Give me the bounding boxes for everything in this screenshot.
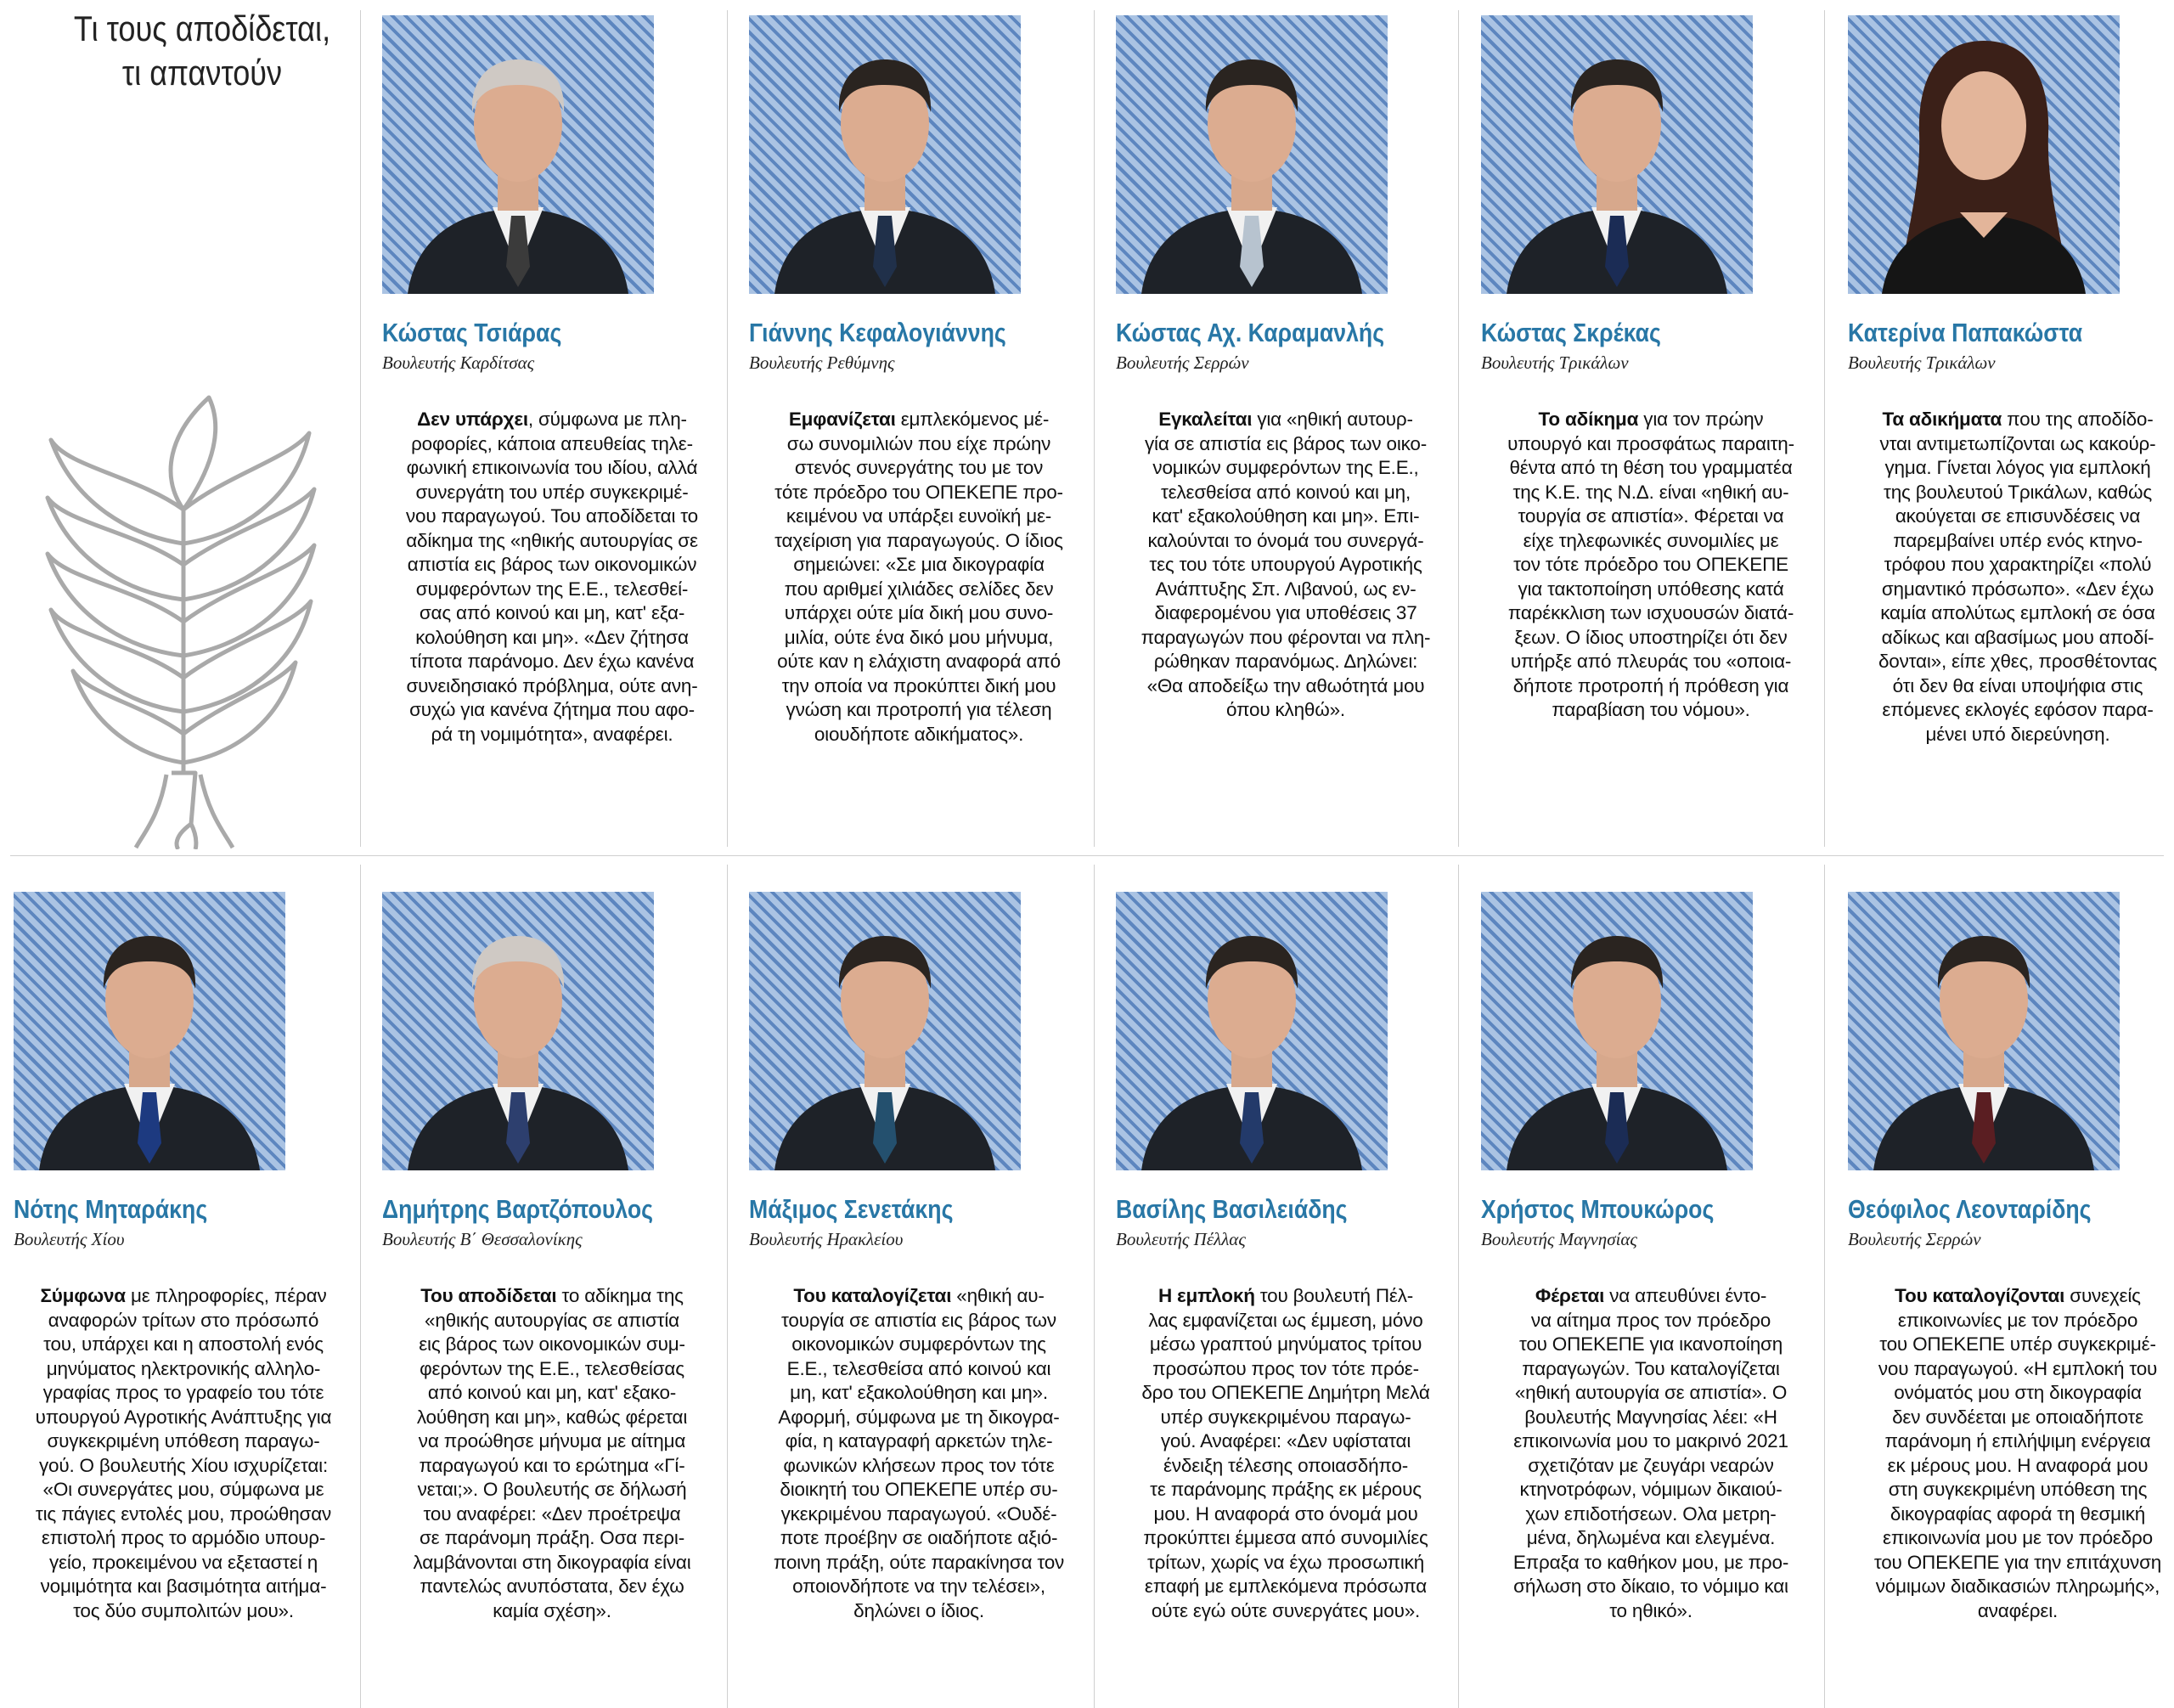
profile-role: Βουλευτής Τρικάλων (1481, 352, 1629, 373)
profile-name: Κώστας Αχ. Καραμανλής (1116, 318, 1385, 347)
person-silhouette (749, 15, 1021, 294)
profile-lead: Σύμφωνα (40, 1285, 126, 1306)
portrait-photo (14, 892, 285, 1170)
profile-name: Κατερίνα Παπακώστα (1848, 318, 2083, 347)
profile-text (382, 1284, 722, 1623)
profile-text (1848, 1284, 2174, 1623)
profile-role: Βουλευτής Ρεθύμνης (749, 352, 895, 373)
portrait-photo (382, 15, 654, 294)
column-divider (727, 865, 728, 1708)
portrait-photo (1481, 15, 1753, 294)
profile-text (1848, 408, 2174, 747)
profile-body: για «ηθική αυτουρ- γία σε απιστία εις βάρος των οικο- νομικών συμφερόντων της Ε.Ε., τελεσθείσα από κοινού και μη, κατ' εξακολούθηση και μη». Επι- καλούνται το όνομά του συνεργά- τες του τότε υπουργού Αγροτικής Ανάπτυξης Σπ. Λιβανού, ως εν- διαφερομένου για υποθέσεις 37 παραγωγών που φέρονται να πλη- ρώθηκαν παρανόμως. Δηλώνει: «Θα αποδείξω την αθωότητά μου όπου κληθώ». (1141, 409, 1431, 720)
profile-text (749, 1284, 1089, 1623)
profile-card (382, 15, 722, 747)
profile-role: Βουλευτής Σερρών (1116, 352, 1249, 373)
person-silhouette (14, 892, 285, 1170)
profile-name: Βασίλης Βασιλειάδης (1116, 1194, 1348, 1224)
profile-body: , σύμφωνα με πλη- ροφορίες, κάποια απευθείας τηλε- φωνική επικοινωνία του ιδίου, αλλά συνεργάτη του υπέρ συγκεκριμέ- νου παραγωγού. Του αποδίδεται το αδίκημα της «ηθικής αυτουργίας σε απιστία εις βάρος των οικονομικών συμφερόντων της Ε.Ε., τελεσθεί- σας από κοινού και μη, κατ' εξα- κολούθηση και μη». «Δεν ζήτησα τίποτα παράνομο. Δεν έχω κανένα συνειδησιακό πρόβλημα, ούτε ανη- συχώ για κανένα ζήτημα που αφο- ρά τη νομιμότητα», αναφέρει. (406, 409, 698, 745)
profile-name: Κώστας Τσιάρας (382, 318, 562, 347)
person-silhouette (382, 15, 654, 294)
profile-lead: Τα αδικήματα (1882, 409, 2002, 430)
column-divider (1458, 865, 1459, 1708)
portrait-photo (749, 15, 1021, 294)
column-divider (727, 10, 728, 847)
profile-card (749, 15, 1089, 747)
portrait-photo (1116, 892, 1388, 1170)
person-silhouette (382, 892, 654, 1170)
column-divider (1094, 10, 1095, 847)
profile-role: Βουλευτής Ηρακλείου (749, 1229, 904, 1249)
profile-text (1116, 1284, 1456, 1623)
person-silhouette (1848, 15, 2120, 294)
headline-line-1: Τι τους αποδίδεται, (73, 8, 331, 48)
profile-text (1116, 408, 1456, 723)
person-silhouette (1116, 15, 1388, 294)
profile-role: Βουλευτής Β΄ Θεσσαλονίκης (382, 1229, 583, 1249)
profile-card (382, 892, 722, 1623)
profile-body: «ηθική αυ- τουργία σε απιστία εις βάρος των οικονομικών συμφερόντων της Ε.Ε., τελεσθείσα από κοινού και μη, κατ' εξακολούθηση και μη». Αφορμή, σύμφωνα με τη δικογρα- φία, η καταγραφή αρκετών τηλε- φωνικών κλήσεων προς τον τότε διοικητή του ΟΠΕΚΕΠΕ υπέρ συ- γκεκριμένου παραγωγού. «Ουδέ- ποτε προέβην σε οιαδήποτε αξιό- ποινη πράξη, ούτε παρακίνησα τον οποιονδήποτε να την τελέσει», δηλώνει ο ίδιος. (773, 1285, 1065, 1621)
person-silhouette (749, 892, 1021, 1170)
profile-text (1481, 1284, 1821, 1623)
profile-lead: Του καταλογίζονται (1895, 1285, 2065, 1306)
profile-card (1116, 15, 1456, 723)
profile-body: που της αποδίδο- νται αντιμετωπίζονται ως κακούρ- γημα. Γίνεται λόγος για εμπλοκή της βουλευτού Τρικάλων, καθώς ακούγεται σε επισυνδέσεις να παρεμβαίνει υπέρ ενός κτηνο- τρόφου που χαρακτηρίζει «πολύ σημαντικό πρόσωπο». «Δεν έχω καμία απολύτως εμπλοκή σε όσα αδίκως και αβασίμως μου αποδί- δονται», είπε χθες, προσθέτοντας ότι δεν θα είναι υποψήφια στις επόμενες εκλογές εφόσον παρα- μένει υπό διερεύνηση. (1878, 409, 2158, 745)
profile-lead: Του αποδίδεται (420, 1285, 557, 1306)
headline-line-2: τι απαντούν (121, 53, 283, 93)
profile-name: Γιάννης Κεφαλογιάννης (749, 318, 1006, 347)
column-divider (1824, 10, 1825, 847)
person-silhouette (1481, 15, 1753, 294)
column-divider (360, 865, 361, 1708)
profile-lead: Δεν υπάρχει (417, 409, 528, 430)
portrait-photo (749, 892, 1021, 1170)
profile-name: Θεόφιλος Λεονταρίδης (1848, 1194, 2092, 1224)
profile-body: εμπλεκόμενος μέ- σω συνομιλιών που είχε πρώην στενός συνεργάτης του με τον τότε πρόεδρο του ΟΠΕΚΕΠΕ προ- κειμένου να υπάρξει ευνοϊκή με- ταχείριση για παραγωγούς. Ο ίδιος σημειώνει: «Σε μια δικογραφία που αριθμεί χιλιάδες σελίδες δεν υπάρχει ούτε μία δική μου συνο- μιλία, ούτε ένα δικό μου μήνυμα, ούτε καν η ελάχιστη αναφορά από την οποία να προκύπτει δική μου γνώση και προτροπή για τέλεση οιουδήποτε αδικήματος». (774, 409, 1063, 745)
profile-text (382, 408, 722, 747)
column-divider (1824, 865, 1825, 1708)
profile-lead: Εγκαλείται (1158, 409, 1253, 430)
profile-lead: Του καταλογίζεται (793, 1285, 952, 1306)
portrait-photo (1116, 15, 1388, 294)
profile-role: Βουλευτής Χίου (14, 1229, 125, 1249)
page-headline (64, 7, 341, 95)
profile-card (1481, 892, 1821, 1623)
wheat-icon (17, 374, 357, 849)
portrait-photo (382, 892, 654, 1170)
person-silhouette (1481, 892, 1753, 1170)
profile-body: του βουλευτή Πέλ- λας εμφανίζεται ως έμμεση, μόνο μέσω γραπτού μηνύματος τρίτου προσώπου προς τον τότε πρόε- δρο του ΟΠΕΚΕΠΕ Δημήτρη Μελά υπέρ συγκεκριμένου παραγω- γού. Αναφέρει: «Δεν υφίσταται ένδειξη τέλεσης οποιασδήπο- τε παράνομης πράξης εκ μέρους μου. Η αναφορά στο όνομά μου προκύπτει έμμεσα από συνομιλίες τρίτων, χωρίς να έχω προσωπική επαφή με εμπλεκόμενα πρόσωπα ούτε εγώ ούτε συνεργάτες μου». (1141, 1285, 1430, 1621)
column-divider (1094, 865, 1095, 1708)
portrait-photo (1481, 892, 1753, 1170)
profile-role: Βουλευτής Μαγνησίας (1481, 1229, 1637, 1249)
profile-card (14, 892, 353, 1623)
profile-card (1116, 892, 1456, 1623)
profile-role: Βουλευτής Καρδίτσας (382, 352, 535, 373)
portrait-photo (1848, 892, 2120, 1170)
person-silhouette (1848, 892, 2120, 1170)
profile-body: με πληροφορίες, πέραν αναφορών τρίτων στο πρόσωπό του, υπάρχει και η αποστολή ενός μηνύματος ηλεκτρονικής αλληλο- γραφίας προς το γραφείο του τότε υπουργού Αγροτικής Ανάπτυξης για συγκεκριμένη υπόθεση παραγω- γού. Ο βουλευτής Χίου ισχυρίζεται: «Οι συνεργάτες μου, σύμφωνα με τις πάγιες εντολές μου, προώθησαν επιστολή προς το αρμόδιο υπουρ- γείο, προκειμένου να εξεταστεί η νομιμότητα και βασιμότητα αιτήμα- τος δύο συμπολιτών μου». (35, 1285, 332, 1621)
profile-role: Βουλευτής Πέλλας (1116, 1229, 1246, 1249)
profile-role: Βουλευτής Τρικάλων (1848, 352, 1996, 373)
profile-name: Κώστας Σκρέκας (1481, 318, 1661, 347)
profile-body: να απευθύνει έντο- να αίτημα προς τον πρόεδρο του ΟΠΕΚΕΠΕ για ικανοποίηση παραγωγών. Του καταλογίζεται «ηθική αυτουργία σε απιστία». Ο βουλευτής Μαγνησίας λέει: «Η επικοινωνία μου το μακρινό 2021 σχετιζόταν με ζευγάρι νεαρών κτηνοτρόφων, νόμιμων δικαιού- χων επιδοτήσεων. Ολα μετρη- μένα, δηλωμένα και ελεγμένα. Επραξα το καθήκον μου, με προ- σήλωση στο δίκαιο, το νόμιμο και το ηθικό». (1512, 1285, 1789, 1621)
profile-card (1848, 892, 2174, 1623)
column-divider (360, 10, 361, 847)
profile-name: Νότης Μηταράκης (14, 1194, 208, 1224)
profile-body: συνεχείς επικοινωνίες με τον πρόεδρο του ΟΠΕΚΕΠΕ υπέρ συγκεκριμέ- νου παραγωγού. «Η εμπλοκή του ονόματός μου στη δικογραφία δεν συνδέεται με οποιαδήποτε παράνομη ή επιλήψιμη ενέργεια εκ μέρους μου. Η αναφορά μου στη συγκεκριμένη υπόθεση της δικογραφίας αφορά τη θεσμική επικοινωνία μου με τον πρόεδρο του ΟΠΕΚΕΠΕ για την επιτάχυνση νόμιμων διαδικασιών πληρωμής», αναφέρει. (1873, 1285, 2162, 1621)
profile-name: Δημήτρης Βαρτζόπουλος (382, 1194, 653, 1224)
profile-role: Βουλευτής Σερρών (1848, 1229, 1981, 1249)
profile-lead: Η εμπλοκή (1157, 1285, 1255, 1306)
profile-text (749, 408, 1089, 747)
profile-name: Χρήστος Μπουκώρος (1481, 1194, 1715, 1224)
profile-card (1848, 15, 2174, 747)
person-silhouette (1116, 892, 1388, 1170)
profile-text (1481, 408, 1821, 723)
profile-lead: Φέρεται (1535, 1285, 1605, 1306)
profile-body: το αδίκημα της «ηθικής αυτουργίας σε απιστία εις βάρος των οικονομικών συμ- φερόντων της Ε.Ε., τελεσθείσας από κοινού και μη, κατ' εξακο- λούθηση και μη», καθώς φέρεται να προώθησε μήνυμα με αίτημα παραγωγού και το ερώτημα «Γί- νεται;». Ο βουλευτής σε δήλωσή του αναφέρει: «Δεν προέτρεψα σε παράνομη πράξη. Οσα περι- λαμβάνονται στη δικογραφία είναι παντελώς ανυπόστατα, δεν έχω καμία σχέση». (413, 1285, 691, 1621)
portrait-photo (1848, 15, 2120, 294)
profile-body: για τον πρώην υπουργό και προσφάτως παραιτη- θέντα από τη θέση του γραμματέα της Κ.Ε. της Ν.Δ. είναι «ηθική αυ- τουργία σε απιστία». Φέρεται να είχε τηλεφωνικές συνομιλίες με τον τότε πρόεδρο του ΟΠΕΚΕΠΕ για τακτοποίηση υπόθεσης κατά παρέκκλιση των ισχυουσών διατά- ξεων. Ο ίδιος υποστηρίζει ότι δεν υπήρξε από πλευράς του «οποια- δήποτε προτροπή ή πρόθεση για παραβίαση του νόμου». (1507, 409, 1794, 720)
profile-lead: Εμφανίζεται (788, 409, 896, 430)
row-divider (10, 855, 2164, 856)
profile-text (14, 1284, 353, 1623)
profile-card (1481, 15, 1821, 723)
column-divider (1458, 10, 1459, 847)
profile-lead: Το αδίκημα (1538, 409, 1639, 430)
profile-card (749, 892, 1089, 1623)
profile-name: Μάξιμος Σενετάκης (749, 1194, 954, 1224)
